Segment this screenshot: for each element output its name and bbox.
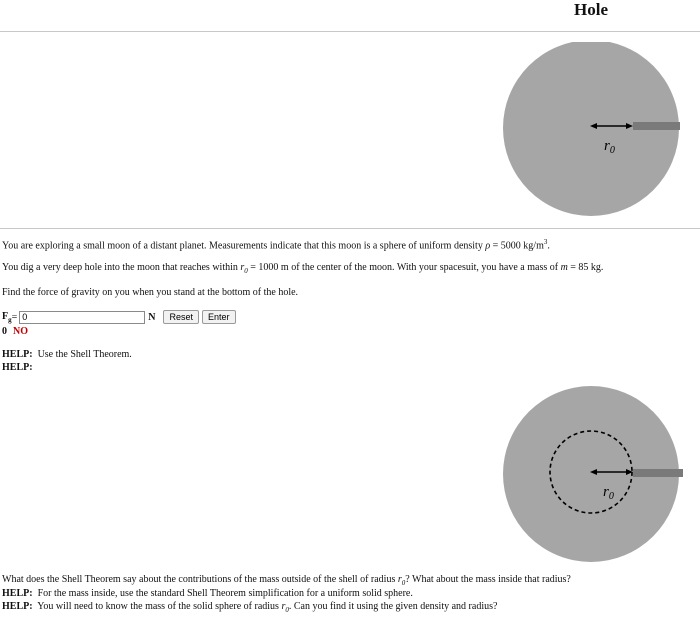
moon-diagram — [498, 42, 688, 220]
top-divider — [0, 31, 700, 32]
help-hint-3: HELP: You will need to know the mass of the solid sphere of radius $r_0$. Can you find it using the given density and radius? — [2, 601, 498, 614]
hole-shaft — [633, 469, 683, 477]
submitted-value: 0 — [2, 326, 7, 337]
middle-divider — [0, 228, 700, 229]
page-title: Hole — [574, 0, 608, 19]
problem-line-hole: You dig a very deep hole into the moon that reaches within $r_0 = 1000$ m of the center of the moon. With your spacesuit, you have a mass of m = 85 kg. — [2, 262, 604, 275]
radius-label: $r_0$ — [604, 138, 615, 156]
hole-shaft — [633, 122, 680, 130]
shell-diagram — [500, 386, 690, 564]
answer-feedback — [2, 326, 28, 337]
enter-button[interactable]: Enter — [202, 310, 236, 324]
help-hint-2: HELP: For the mass inside, use the standard Shell Theorem simplification for a uniform solid sphere. — [2, 588, 413, 599]
unit-label: N — [148, 311, 156, 323]
reset-button[interactable]: Reset — [163, 310, 199, 324]
problem-question: Find the force of gravity on you when you stand at the bottom of the hole. — [2, 287, 299, 298]
status-badge: NO — [13, 326, 28, 337]
help-hint-empty: HELP: — [2, 362, 33, 373]
radius-label: $r_0$ — [603, 484, 614, 502]
shell-question: What does the Shell Theorem say about the contributions of the mass outside of the shell of radius $r_0$? What about the mass inside that radius? — [2, 574, 571, 587]
force-answer-input[interactable] — [19, 311, 145, 324]
problem-line-density: You are exploring a small moon of a distant planet. Measurements indicate that this moon is a sphere of uniform density ρ = 5000 $kg/m^3$. — [2, 238, 550, 252]
help-hint-1: HELP: Use the Shell Theorem. — [2, 349, 132, 360]
answer-row: $F_g$ = 0 N Reset Enter — [2, 309, 236, 325]
force-label: $F_g$ — [2, 310, 12, 324]
